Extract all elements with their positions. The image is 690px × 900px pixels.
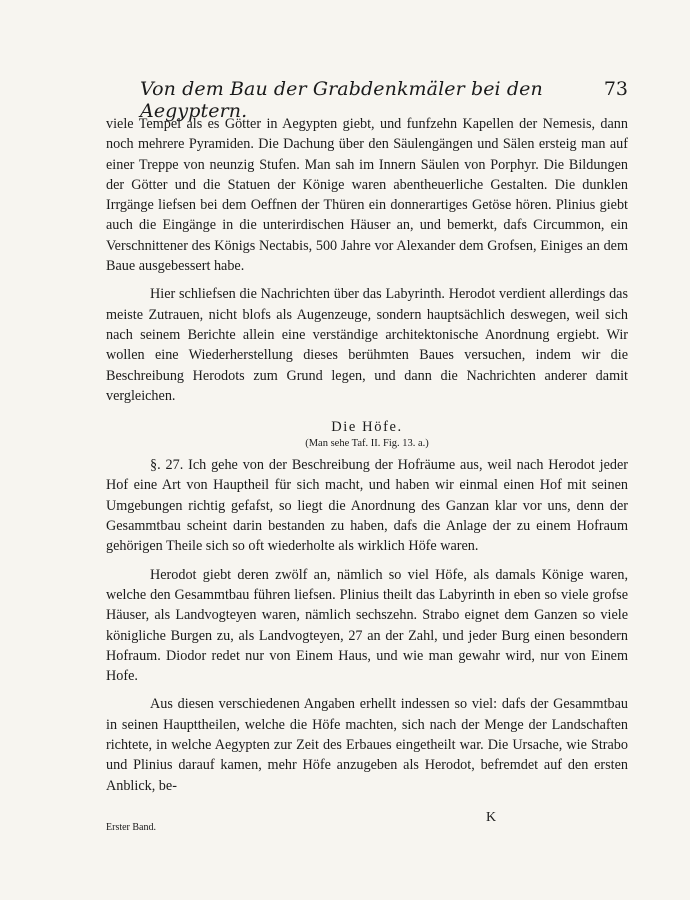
signature-mark: K (486, 810, 497, 825)
paragraph-5: Aus diesen verschiedenen Angaben erhellt indessen so viel: dafs der Gesammtbau in seinen Haupttheilen, welche die Höfe machten, sich nach der Menge der Landschaften richtete, in welche Aegypten zur Zeit des Erbaues eingetheilt war. Die Ursache, wie Strabo und Plinius darauf kamen, mehr Höfe anzugeben als Herodot, befremdet auf den ersten Anblick, be- (106, 696, 628, 794)
paragraph-1: viele Tempel als es Götter in Aegypten giebt, und funfzehn Kapellen der Nemesis, dann noch mehrere Pyramiden. Die Dachung über den Säulengängen und Sälen ersteig man auf einer Treppe von neunzig Stufen. Man sah im Innern Säulen von Porphyr. Die Bildungen der Götter und die Statuen der Könige waren abentheuerliche Gestalten. Die dunklen Irrgänge liefsen bei dem Oeffnen der Thüren ein donnerartiges Getöse hören. Plinius giebt auch die Eingänge in die unterirdischen Häuser an, und bemerkt, dafs Circummon, ein Verschnittener des Königs Nectabis, 500 Jahre vor Alexander dem Grofsen, Einiges an dem Baue ausgebessert habe. (106, 116, 628, 275)
section-reference: (Man sehe Taf. II. Fig. 13. a.) (305, 438, 429, 450)
body-text (106, 114, 628, 796)
paragraph-4: Herodot giebt deren zwölf an, nämlich so viel Höfe, als damals Könige waren, welche den Gesammtbau führen liefsen. Plinius theilt das Labyrinth in eben so viele grofse Häuser, als Landvogteyen waren, nämlich sechszehn. Strabo eignet dem Ganzen so viele königliche Burgen zu, als Landvogteyen, 27 an der Zahl, und jeder Burg einen besondern Hofraum. Diodor redet nur von Einem Haus, und wie man gewahr wird, nur von Einem Hofe. (106, 566, 628, 685)
section-heading: Die Höfe. (331, 419, 403, 436)
page-number: 73 (603, 78, 628, 100)
paragraph-3: §. 27. Ich gehe von der Beschreibung der Hofräume aus, weil nach Herodot jeder Hof eine Art von Hauptheil für sich macht, und haben wir einmal einen Hof mit seinen Umgebungen richtig gefafst, so liegt die Anordnung des Ganzan klar vor uns, denn der Gesammtbau scheint darin bestanden zu haben, dafs die Anlage der zu einem Hofraum gehörigen Theile sich so oft wiederholte als wirklich Höfe waren. (106, 457, 628, 555)
header-title: Von dem Bau der Grabdenkmäler bei den Aegyptern. (140, 78, 543, 122)
volume-label: Erster Band. (106, 822, 156, 833)
paragraph-2: Hier schliefsen die Nachrichten über das Labyrinth. Herodot verdient allerdings das meiste Zutrauen, nicht blofs als Augenzeuge, sondern hauptsächlich deswegen, weil sich nach seinem Berichte allein eine verständige architektonische Anordnung ergiebt. Wir wollen eine Wiederherstellung dieses berühmten Baues versuchen, indem wir die Beschreibung Herodots zum Grund legen, und dann die Nachrichten anderer damit vergleichen. (106, 286, 628, 404)
